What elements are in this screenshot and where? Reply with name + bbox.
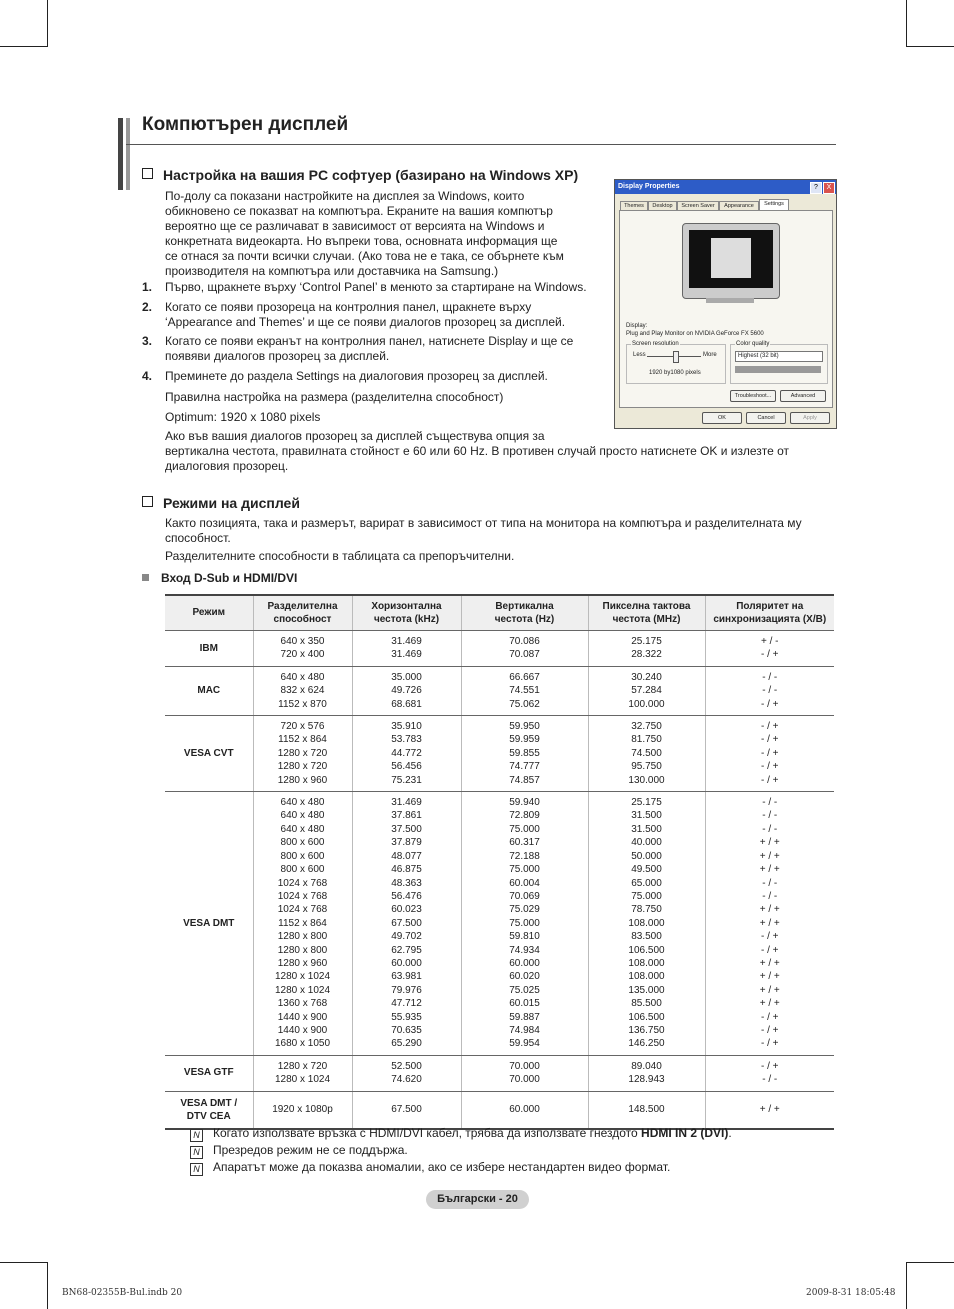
value-cell: - / + - / -	[705, 1055, 834, 1091]
value-cell: + / - - / +	[705, 631, 834, 667]
checkbox-bullet-icon	[142, 496, 153, 507]
value-cell: 59.940 72.809 75.000 60.317 72.188 75.000 60.004 70.069 75.029 75.000 59.810 74.934 60.000 60.020 75.025 60.015 59.887 74.984 59.954	[461, 792, 588, 1056]
title-accent-bar	[118, 118, 123, 190]
value-cell: 1920 x 1080p	[253, 1091, 352, 1129]
table-header-cell: Разделителна способност	[253, 595, 352, 631]
tab-desktop[interactable]: Desktop	[648, 201, 677, 211]
value-cell: 67.500	[352, 1091, 461, 1129]
table-header-cell: Поляритет на синхронизацията (X/B)	[705, 595, 834, 631]
value-cell: 70.000 70.000	[461, 1055, 588, 1091]
table-header-cell: Хоризонтална честота (kHz)	[352, 595, 461, 631]
screen-resolution-group: Screen resolution Less More 1920 by1080 pixels	[626, 344, 726, 384]
mode-cell: MAC	[165, 666, 253, 715]
footer-datetime: 2009-8-31 18:05:48	[806, 1288, 896, 1298]
checkbox-bullet-icon	[142, 168, 153, 179]
color-bar	[735, 366, 821, 373]
crop-mark	[906, 1262, 907, 1309]
dialog-titlebar: Display Properties	[615, 180, 836, 194]
note-interlaced: N Презредов режим не се поддържа.	[190, 1143, 408, 1159]
step-text: Когато се появи екранът на контролния панел, натиснете Display и ще се появяви диалогов прозорец за дисплей.	[165, 334, 574, 363]
display-properties-dialog	[614, 179, 837, 429]
note-icon: N	[190, 1129, 203, 1142]
apply-button[interactable]: Apply	[790, 412, 830, 424]
value-cell: 640 x 480 640 x 480 640 x 480 800 x 600 800 x 600 800 x 600 1024 x 768 1024 x 768 1024 x 768 1152 x 864 1280 x 800 1280 x 800 1280 x 960 1280 x 1024 1280 x 1024 1360 x 768 1440 x 900 1440 x 900 1680 x 1050	[253, 792, 352, 1056]
step-number: 2.	[142, 300, 153, 314]
slider-thumb[interactable]	[673, 351, 679, 363]
monitor-stand	[706, 298, 754, 303]
value-cell: 640 x 480 832 x 624 1152 x 870	[253, 666, 352, 715]
resolution-line: Правилна настройка на размера (разделителна способност)	[165, 390, 504, 404]
value-cell: 32.750 81.750 74.500 95.750 130.000	[588, 716, 705, 792]
table-header-cell: Вертикална честота (Hz)	[461, 595, 588, 631]
value-cell: 35.910 53.783 44.772 56.456 75.231	[352, 716, 461, 792]
table-body	[165, 631, 834, 1130]
settings-pane	[619, 210, 833, 408]
crop-mark	[47, 1262, 48, 1309]
table-row	[165, 1091, 834, 1129]
cancel-button[interactable]: Cancel	[746, 412, 786, 424]
section-heading-display-modes: Режими на дисплей	[142, 495, 300, 511]
value-cell: 640 x 350 720 x 400	[253, 631, 352, 667]
note-icon: N	[190, 1163, 203, 1176]
help-button[interactable]: ?	[810, 182, 822, 194]
table-header-row	[165, 595, 834, 631]
ok-button[interactable]: OK	[702, 412, 742, 424]
mode-cell: VESA DMT / DTV CEA	[165, 1091, 253, 1129]
input-subheading: Вход D-Sub и HDMI/DVI	[142, 571, 297, 585]
step-number: 3.	[142, 334, 153, 348]
monitor-icon	[682, 223, 780, 299]
value-cell: 60.000	[461, 1091, 588, 1129]
display-value: Plug and Play Monitor on NVIDIA GeForce FX 5600	[626, 331, 764, 337]
value-cell: 31.469 37.861 37.500 37.879 48.077 46.875 48.363 56.476 60.023 67.500 49.702 62.795 60.000 63.981 79.976 47.712 55.935 70.635 65.290	[352, 792, 461, 1056]
color-quality-select[interactable]: Highest (32 bit)	[735, 351, 823, 362]
step-text: Когато се появи прозореца на контролния панел, щракнете върху ‘Appearance and Themes’ и ще се появи диалогов прозорец за дисплей.	[165, 300, 566, 329]
value-cell: 1280 x 720 1280 x 1024	[253, 1055, 352, 1091]
table-row	[165, 716, 834, 792]
close-button[interactable]: X	[823, 182, 835, 194]
tab-themes[interactable]: Themes	[620, 201, 648, 211]
crop-mark	[47, 0, 48, 47]
display-modes-paragraph: Както позицията, така и размерът, варират в зависимост от типа на монитора на компютъра и разделителната му способност.	[165, 516, 802, 545]
square-bullet-icon	[142, 574, 149, 581]
page-title: Компютърен дисплей	[142, 114, 349, 135]
value-cell: 59.950 59.959 59.855 74.777 74.857	[461, 716, 588, 792]
note-hdmi: N Когато използвате връзка с HDMI/DVI кабел, трябва да използвате гнездото HDMI IN 2 (DVI).	[190, 1126, 732, 1142]
table-row	[165, 1055, 834, 1091]
value-cell: 148.500	[588, 1091, 705, 1129]
value-cell: 31.469 31.469	[352, 631, 461, 667]
table-row	[165, 631, 834, 667]
display-modes-table	[165, 594, 834, 1130]
crop-mark	[906, 1262, 954, 1263]
crop-mark	[906, 46, 954, 47]
value-cell: - / + - / + - / + - / + - / +	[705, 716, 834, 792]
title-divider	[126, 144, 836, 145]
crop-mark	[0, 46, 48, 47]
troubleshoot-button[interactable]: Troubleshoot...	[730, 390, 776, 402]
value-cell: 52.500 74.620	[352, 1055, 461, 1091]
step-text: Първо, щракнете върху ‘Control Panel’ в менюто за стартиране на Windows.	[165, 280, 587, 294]
step-text: Преминете до раздела Settings на диалоговия прозорец за дисплей.	[165, 369, 548, 383]
value-cell: 30.240 57.284 100.000	[588, 666, 705, 715]
crop-mark	[0, 1262, 48, 1263]
tab-settings[interactable]: Settings	[759, 199, 789, 211]
value-cell: 720 x 576 1152 x 864 1280 x 720 1280 x 720 1280 x 960	[253, 716, 352, 792]
color-quality-group: Color quality Highest (32 bit)	[730, 344, 828, 384]
recommended-note: Разделителните способности в таблицата са препоръчителни.	[165, 549, 515, 563]
section-heading-pc-software: Настройка на вашия PC софтуер (базирано на Windows XP)	[142, 167, 578, 183]
table-header-cell: Режим	[165, 595, 253, 631]
value-cell: - / - - / - - / +	[705, 666, 834, 715]
intro-paragraph: По-долу са показани настройките на дисплея за Windows, които обикновено се показват на компютъра. Екраните на вашия компютър вероятно ще се различават в зависимост от версията на Windows и конкретната видеокарта. Но въпреки това, основната информация ще се отнася за почти всички случаи. (Ако това не е така, се обърнете към производителя на компютъра или доставчика на Samsung.)	[165, 189, 564, 278]
tab-screen-saver[interactable]: Screen Saver	[677, 201, 719, 211]
footer-file: BN68-02355B-Bul.indb 20	[62, 1288, 183, 1298]
value-cell: 89.040 128.943	[588, 1055, 705, 1091]
mode-cell: VESA GTF	[165, 1055, 253, 1091]
value-cell: 25.175 28.322	[588, 631, 705, 667]
title-accent-bar	[126, 118, 130, 190]
value-cell: 25.175 31.500 31.500 40.000 50.000 49.500 65.000 75.000 78.750 108.000 83.500 106.500 108.000 108.000 135.000 85.500 106.500 136.750 146.250	[588, 792, 705, 1056]
table-row	[165, 666, 834, 715]
value-cell: 35.000 49.726 68.681	[352, 666, 461, 715]
value-cell: - / - - / - - / - + / + + / + + / + - / - - / - + / + + / + - / + - / + + / + + / + + / + + / + - / + - / + - / +	[705, 792, 834, 1056]
note-nonstandard: N Апаратът може да показва аномалии, ако се избере нестандартен видео формат.	[190, 1160, 670, 1176]
table-header-cell: Пикселна тактова честота (MHz)	[588, 595, 705, 631]
value-cell: 70.086 70.087	[461, 631, 588, 667]
value-cell: + / +	[705, 1091, 834, 1129]
mode-cell: VESA CVT	[165, 716, 253, 792]
advanced-button[interactable]: Advanced	[780, 390, 826, 402]
vertical-frequency-note: Ако във вашия диалогов прозорец за дисплей съществува опция за вертикална честота, правилната стойност е 60 или 60 Hz. В противен случай просто натиснете OK и излезте от диалоговия прозорец.	[165, 429, 790, 473]
crop-mark	[906, 0, 907, 47]
table-row	[165, 792, 834, 1056]
page-number-badge: Български - 20	[426, 1190, 529, 1209]
optimum-line: Optimum: 1920 x 1080 pixels	[165, 410, 321, 424]
display-label: Display:	[626, 323, 648, 329]
step-number: 4.	[142, 369, 153, 383]
mode-cell: IBM	[165, 631, 253, 667]
step-number: 1.	[142, 280, 153, 294]
value-cell: 66.667 74.551 75.062	[461, 666, 588, 715]
tab-appearance[interactable]: Appearance	[719, 201, 759, 211]
mode-cell: VESA DMT	[165, 792, 253, 1056]
note-icon: N	[190, 1146, 203, 1159]
